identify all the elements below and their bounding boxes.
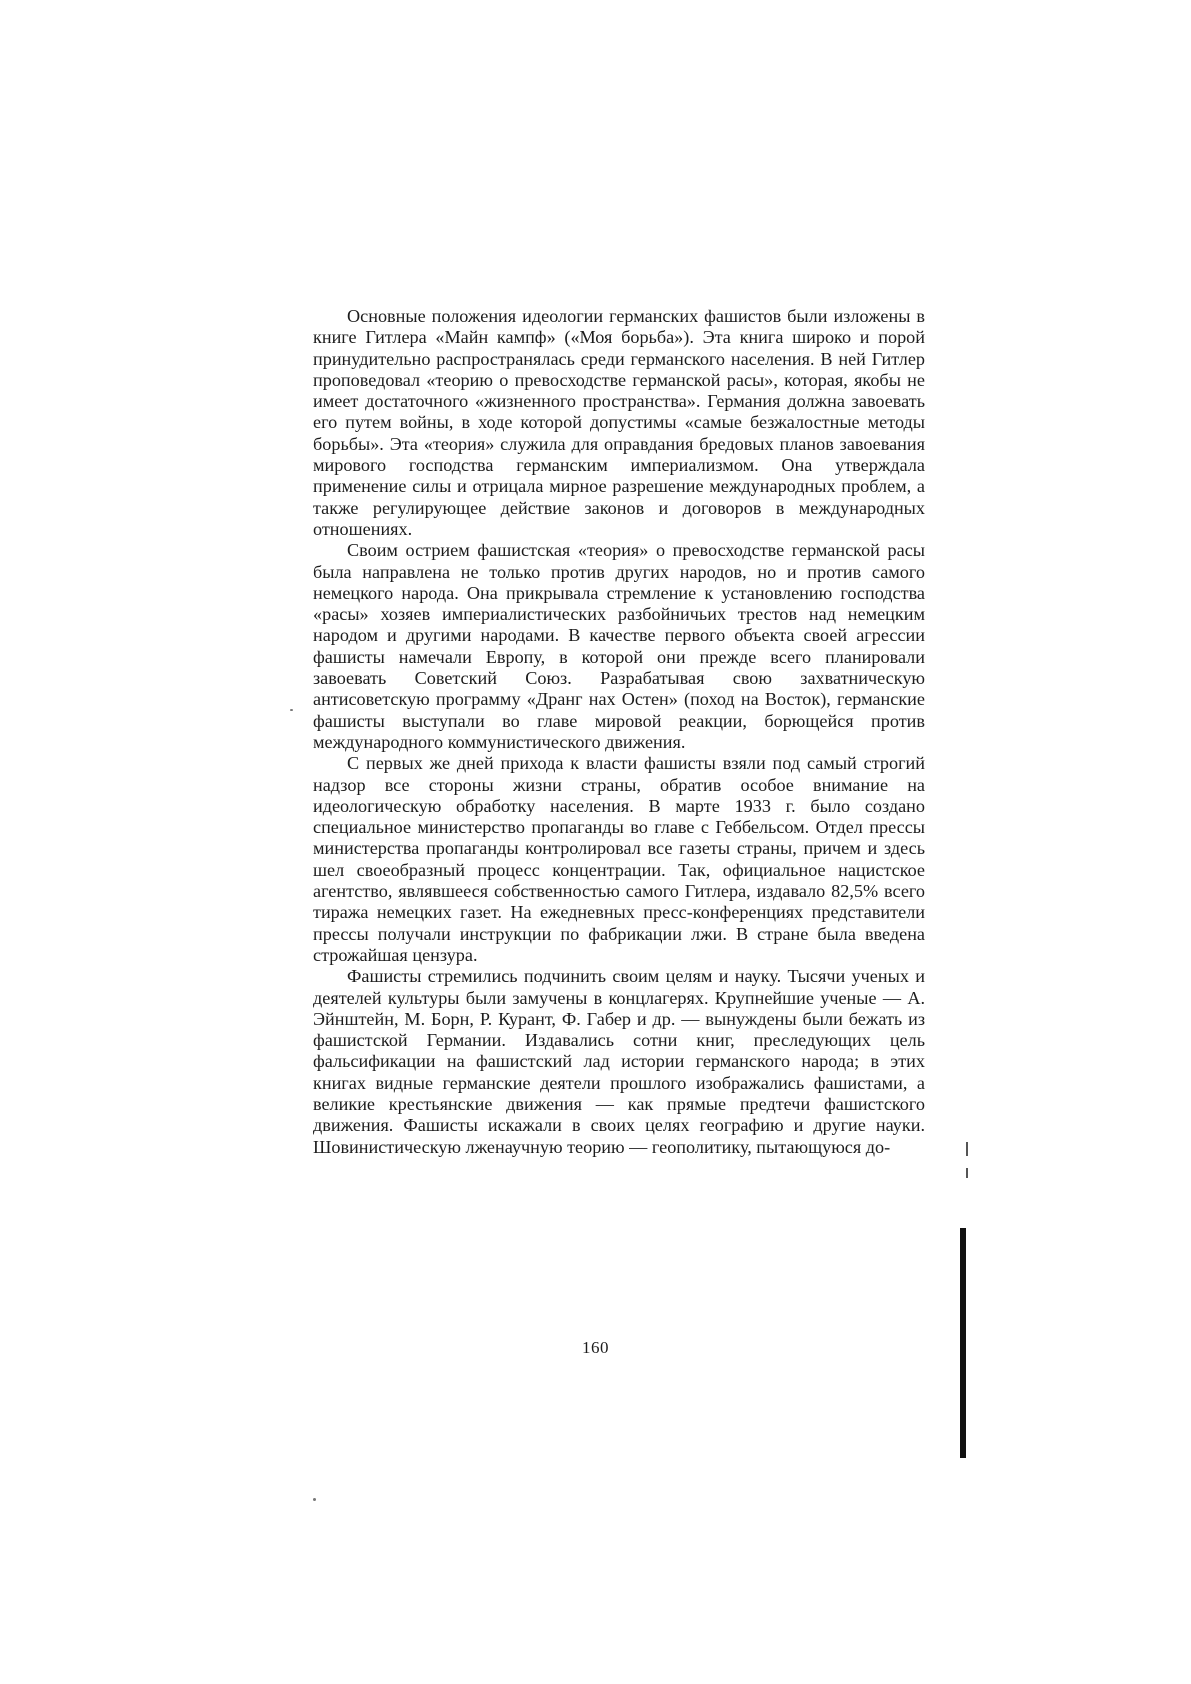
paragraph-ideology: Основные положения идеологии германских фашистов были изложены в книге Гитлера «Майн кампф» («Моя борьба»). Эта книга широко и порой принудительно распространялась среди германского населения. В ней Гитлер проповедовал «теорию о превосходстве германской расы», которая, якобы не имеет достаточного «жизненного пространства». Германия должна завоевать его путем войны, в ходе которой допустимы «самые безжалостные методы борьбы». Эта «теория» служила для оправдания бредовых планов завоевания мирового господства германским империализмом. Она утверждала применение силы и отрицала мирное разрешение международных проблем, а также регулирующее действие законов и договоров в международных отношениях. (313, 306, 925, 539)
scan-edge-mark (966, 1168, 968, 1178)
scan-edge-shadow (960, 1228, 966, 1458)
scan-speck (313, 1498, 316, 1501)
page-number: 160 (582, 1338, 609, 1357)
scan-speck (290, 709, 293, 711)
scan-edge-mark (966, 1142, 968, 1156)
body-text (313, 306, 925, 1158)
paragraph-race-theory: Своим острием фашистская «теория» о превосходстве германской расы была направлена не только против других народов, но и против самого немецкого народа. Она прикрывала стремление к установлению господства «расы» хозяев империалистических разбойничьих трестов над немецким народом и другими народами. В качестве первого объекта своей агрессии фашисты намечали Европу, в которой они прежде всего планировали завоевать Советский Союз. Разрабатывая свою захватническую антисоветскую программу «Дранг нах Остен» (поход на Восток), германские фашисты выступали во главе мировой реакции, борющейся против международного коммунистического движения. (313, 540, 925, 752)
paragraph-science: Фашисты стремились подчинить своим целям и науку. Тысячи ученых и деятелей культуры были замучены в концлагерях. Крупнейшие ученые — А. Эйнштейн, М. Борн, Р. Курант, Ф. Габер и др. — вынуждены были бежать из фашистской Германии. Издавались сотни книг, преследующих цель фальсификации на фашистский лад истории германского народа; в этих книгах видные германские деятели прошлого изображались фашистами, а великие крестьянские движения — как прямые предтечи фашистского движения. Фашисты искажали в своих целях географию и другие науки. Шовинистическую лженаучную теорию — геополитику, пытающуюся до- (313, 966, 925, 1157)
paragraph-propaganda: С первых же дней прихода к власти фашисты взяли под самый строгий надзор все стороны жизни страны, обратив особое внимание на идеологическую обработку населения. В марте 1933 г. было создано специальное министерство пропаганды во главе с Геббельсом. Отдел прессы министерства пропаганды контролировал все газеты страны, причем и здесь шел своеобразный процесс концентрации. Так, официальное нацистское агентство, являвшееся собственностью самого Гитлера, издавало 82,5% всего тиража немецких газет. На ежедневных пресс-конференциях представители прессы получали инструкции по фабрикации лжи. В стране была введена строжайшая цензура. (313, 753, 925, 965)
